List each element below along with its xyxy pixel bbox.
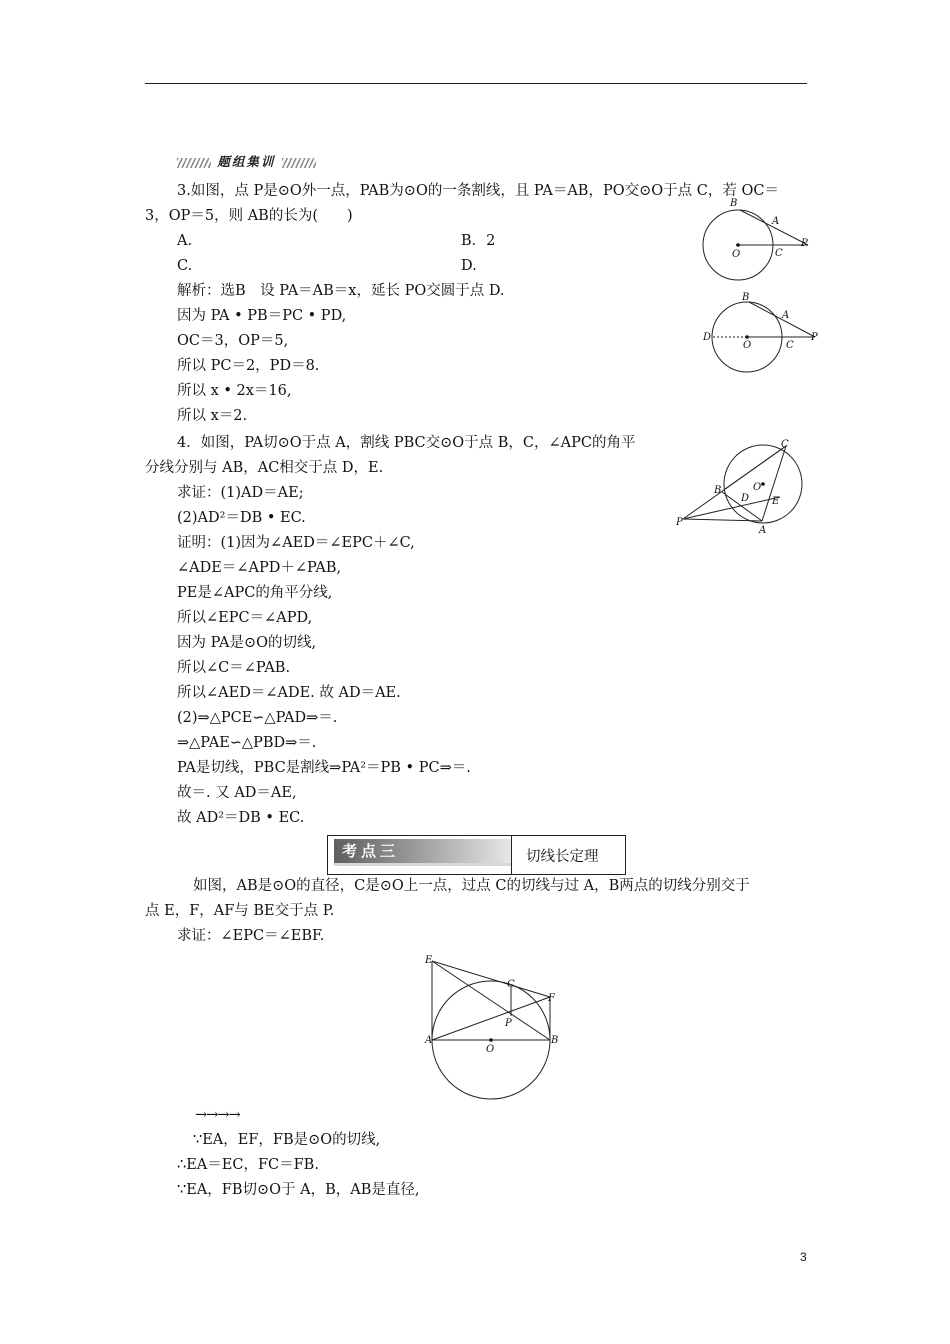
- fig3-label-o: O: [753, 482, 762, 493]
- solution-line: 所以 x＝2.: [177, 408, 248, 424]
- reason-line: ∴EA＝EC，FC＝FB.: [177, 1157, 319, 1173]
- kaodian-title: 切线长定理: [526, 849, 599, 865]
- example-line: 如图，AB是⊙O的直径，C是⊙O上一点，过点 C的切线与过 A，B两点的切线分别交于: [193, 878, 750, 894]
- option-d: D.: [461, 258, 477, 274]
- proof-line: 所以∠C＝∠PAB.: [177, 660, 291, 676]
- proof-line: 所以∠EPC＝∠APD,: [177, 610, 313, 626]
- fig1-label-o: O: [732, 249, 741, 260]
- fig4-label-e: E: [425, 955, 433, 966]
- kaodian-divider: [511, 836, 512, 874]
- fig2-label-a: A: [782, 310, 790, 321]
- proof-line: 证明：(1)因为∠AED＝∠EPC＋∠C,: [177, 535, 415, 551]
- proof-line: PA是切线，PBC是割线⇒PA²＝PB • PC⇒＝.: [177, 760, 471, 776]
- fig3-label-c: C: [781, 439, 789, 450]
- reason-line: ∵EA，EF，FB是⊙O的切线,: [193, 1132, 381, 1148]
- figure-example: [422, 950, 567, 1100]
- figure-problem3: [690, 195, 820, 285]
- problem3-line: 3，OP＝5，则 AB的长为( ): [145, 208, 353, 224]
- option-a: A.: [177, 233, 193, 249]
- figure-problem4: [675, 437, 810, 537]
- problem4-line: (2)AD²＝DB • EC.: [177, 510, 306, 526]
- option-b: B．2: [461, 233, 496, 249]
- solution-line: 所以 x • 2x＝16,: [177, 383, 292, 399]
- fig3-label-d: D: [741, 493, 750, 504]
- fig1-label-c: C: [775, 248, 783, 259]
- problem3-line: 3.如图，点 P是⊙O外一点，PAB为⊙O的一条割线，且 PA＝AB，PO交⊙O于点 C，若 OC＝: [177, 183, 779, 199]
- fig1-label-p: P: [801, 238, 808, 249]
- proof-line: 因为 PA是⊙O的切线,: [177, 635, 317, 651]
- problem4-line: 分线分别与 AB，AC相交于点 D，E.: [145, 460, 384, 476]
- option-c: C.: [177, 258, 193, 274]
- proof-line: 故＝. 又 AD＝AE,: [177, 785, 297, 801]
- proof-line: (2)⇒△PCE∽△PAD⇒＝.: [177, 710, 338, 726]
- fig3-label-p: P: [676, 517, 683, 528]
- fig1-label-a: A: [772, 216, 780, 227]
- kaodian-tag-shadow: [334, 863, 512, 866]
- banner-hatch-left: [177, 158, 211, 168]
- proof-line: 故 AD²＝DB • EC.: [177, 810, 305, 826]
- fig4-label-p: P: [505, 1018, 512, 1029]
- kaodian-box: [327, 835, 626, 875]
- proof-line: 所以∠AED＝∠ADE. 故 AD＝AE.: [177, 685, 401, 701]
- fig4-label-c: C: [507, 979, 515, 990]
- fig4-label-f: F: [548, 993, 555, 1004]
- reason-line: ∵EA，FB切⊙O于 A，B，AB是直径,: [177, 1182, 420, 1198]
- example-line: 求证：∠EPC＝∠EBF.: [177, 928, 325, 944]
- solution-line: 因为 PA • PB＝PC • PD,: [177, 308, 347, 324]
- fig2-label-c: C: [786, 340, 794, 351]
- fig1-label-b: B: [730, 198, 738, 209]
- banner-hatch-right: [282, 158, 316, 168]
- proof-line: PE是∠APC的角平分线,: [177, 585, 333, 601]
- proof-line: ∠ADE＝∠APD＋∠PAB,: [177, 560, 342, 576]
- solution-line: OC＝3，OP＝5,: [177, 333, 289, 349]
- solution-line: 解析：选B 设 PA＝AB＝x，延长 PO交圆于点 D.: [177, 283, 505, 299]
- proof-line: ⇒△PAE∽△PBD⇒＝.: [177, 735, 317, 751]
- example-line: 点 E，F，AF与 BE交于点 P.: [145, 903, 335, 919]
- header-rule: [145, 83, 807, 84]
- fig4-label-o: O: [486, 1044, 495, 1055]
- fig4-label-b: B: [551, 1035, 559, 1046]
- page-number: 3: [800, 1250, 807, 1264]
- fig4-label-a: A: [425, 1035, 433, 1046]
- fig2-label-p: P: [811, 332, 818, 343]
- fig3-label-a: A: [759, 525, 767, 536]
- fig2-label-d: D: [703, 332, 712, 343]
- figure-problem4-solution: [700, 290, 825, 375]
- problem4-line: 求证：(1)AD＝AE;: [177, 485, 304, 501]
- section-banner: [177, 152, 316, 170]
- arrow-chain: →→→→: [195, 1107, 240, 1123]
- fig2-label-o: O: [743, 340, 752, 351]
- fig3-label-b: B: [714, 485, 722, 496]
- fig3-label-e: E: [772, 496, 780, 507]
- banner-label: 题组集训: [217, 154, 276, 169]
- problem4-line: 4．如图，PA切⊙O于点 A，割线 PBC交⊙O于点 B，C，∠APC的角平: [177, 435, 636, 451]
- fig2-label-b: B: [742, 292, 750, 303]
- solution-line: 所以 PC＝2，PD＝8.: [177, 358, 320, 374]
- kaodian-tag: 考点三: [334, 839, 512, 863]
